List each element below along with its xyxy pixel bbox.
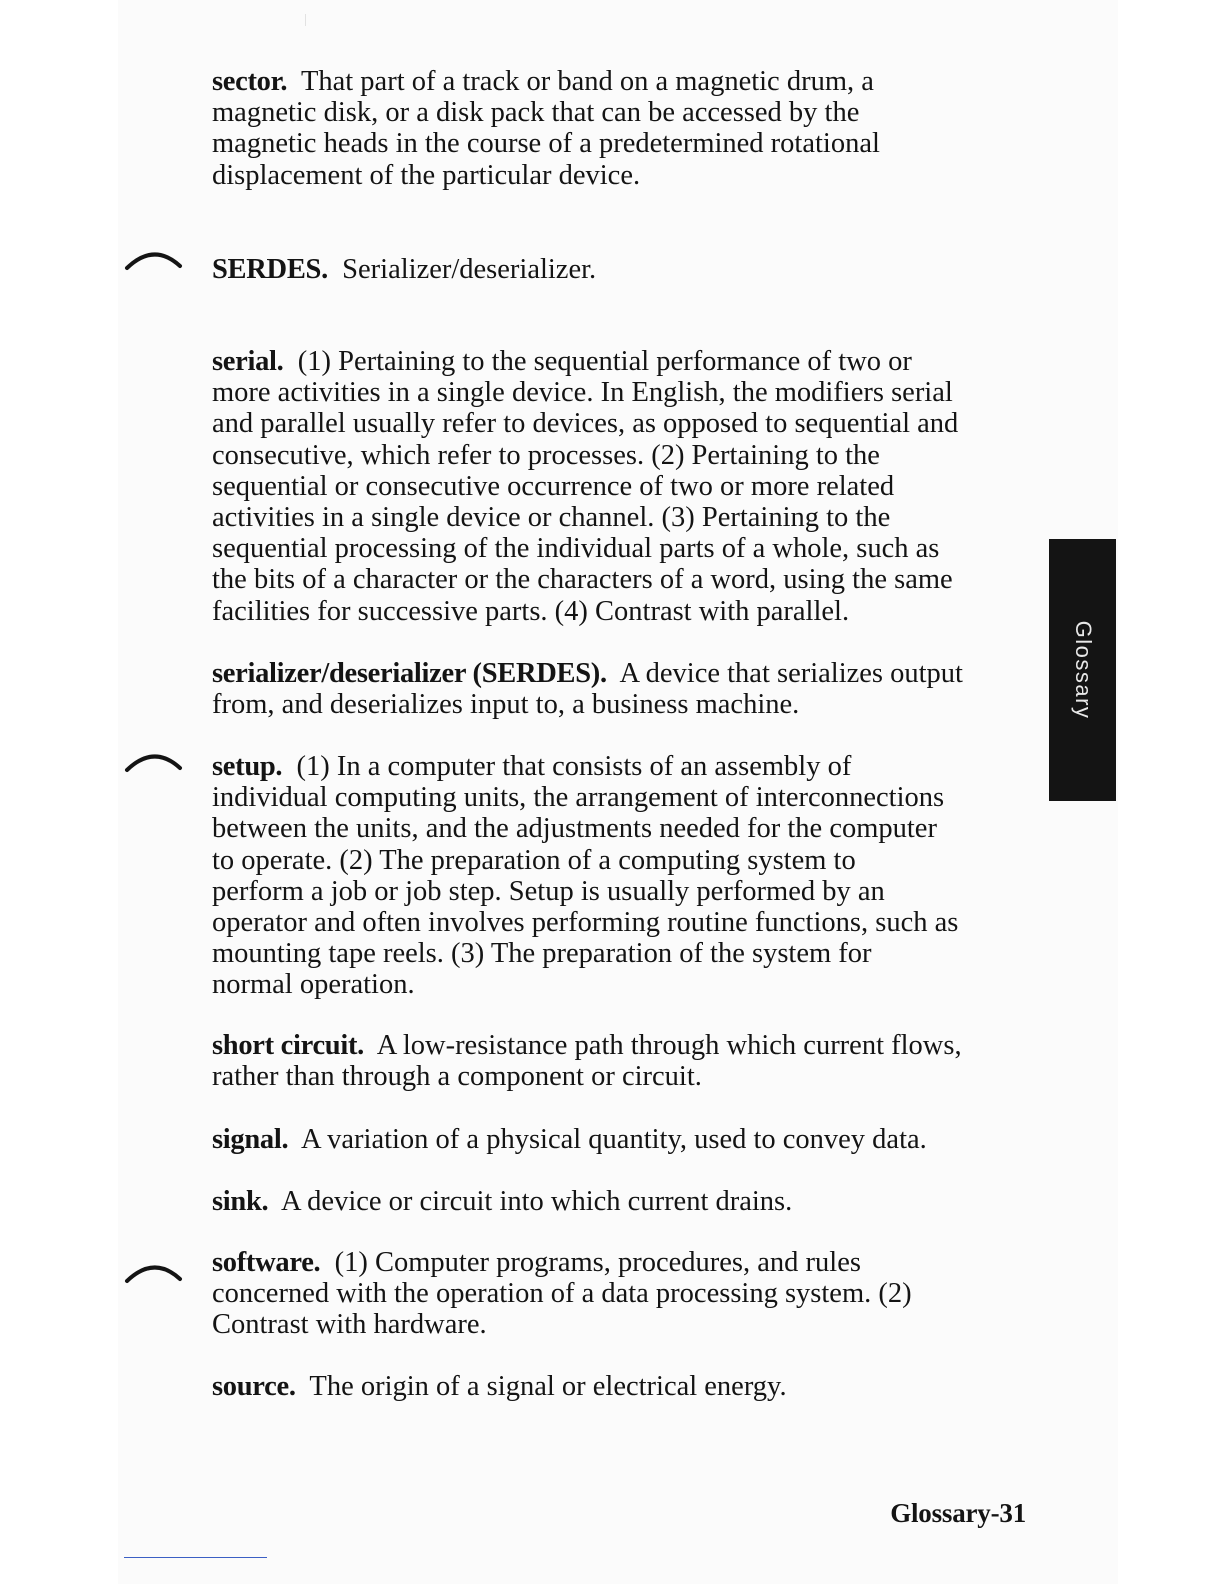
entry-text: The origin of a signal or electrical energy.: [309, 1371, 787, 1402]
entry-term: SERDES.: [212, 254, 328, 285]
page-number: Glossary-31: [890, 1498, 1026, 1528]
entry-line: more activities in a single device. In English, the modifiers serial: [212, 377, 953, 409]
entry-text: That part of a track or band on a magnetic drum, a: [300, 66, 874, 97]
glossary-entry-serializer-deserializer: [212, 658, 1032, 720]
entry-first-line: [212, 66, 1032, 97]
footer-rule: [124, 1557, 267, 1558]
entry-term: serializer/deserializer (SERDES).: [212, 658, 607, 689]
entry-text: A low-resistance path through which current flows,: [376, 1030, 962, 1061]
entry-first-line: [212, 751, 1032, 782]
entry-term: software.: [212, 1247, 321, 1278]
entry-line: and parallel usually refer to devices, as opposed to sequential and: [212, 408, 959, 440]
entry-line: activities in a single device or channel. (3) Pertaining to the: [212, 502, 891, 534]
entry-line: sequential or consecutive occurrence of two or more related: [212, 470, 895, 502]
glossary-section-tab: [1049, 539, 1116, 801]
entry-line: magnetic heads in the course of a predetermined rotational: [212, 128, 880, 160]
entry-line: normal operation.: [212, 969, 415, 1001]
glossary-entry-signal: [212, 1124, 1032, 1155]
entry-line: the bits of a character or the characters of a word, using the same: [212, 564, 953, 596]
entry-first-line: [212, 658, 1032, 689]
entry-text: Serializer/deserializer.: [342, 254, 597, 285]
glossary-entry-short-circuit: [212, 1030, 1032, 1092]
entry-line: rather than through a component or circuit.: [212, 1061, 702, 1093]
entry-line: Contrast with hardware.: [212, 1309, 487, 1341]
entry-text: (1) In a computer that consists of an assembly of: [296, 751, 852, 782]
entry-term: setup.: [212, 751, 283, 782]
punch-hole-mark: [124, 748, 186, 782]
entry-first-line: [212, 1030, 1032, 1061]
entry-text: A variation of a physical quantity, used to convey data.: [301, 1124, 927, 1155]
entry-line: from, and deserializes input to, a business machine.: [212, 689, 800, 721]
entry-text: (1) Computer programs, procedures, and rules: [334, 1247, 861, 1278]
glossary-entry-sector: [212, 66, 1032, 191]
entry-term: sink.: [212, 1186, 269, 1217]
entry-term: sector.: [212, 66, 288, 97]
entry-first-line: [212, 346, 1032, 377]
glossary-entry-setup: [212, 751, 1032, 1001]
entry-text: A device or circuit into which current drains.: [281, 1186, 793, 1217]
glossary-entry-source: [212, 1371, 1032, 1402]
entry-term: source.: [212, 1371, 296, 1402]
punch-hole-mark: [124, 1259, 186, 1293]
entry-first-line: [212, 1186, 1032, 1217]
punch-hole-mark: [124, 246, 186, 280]
entry-term: short circuit.: [212, 1030, 364, 1061]
entry-first-line: [212, 254, 1032, 285]
glossary-entry-serial: [212, 346, 1032, 627]
glossary-entry-sink: [212, 1186, 1032, 1217]
entry-term: signal.: [212, 1124, 289, 1155]
entry-line: facilities for successive parts. (4) Contrast with parallel.: [212, 595, 850, 627]
entry-line: individual computing units, the arrangement of interconnections: [212, 782, 945, 814]
entry-line: perform a job or job step. Setup is usually performed by an: [212, 875, 885, 907]
entry-line: displacement of the particular device.: [212, 159, 641, 191]
section-tab-label: Glossary: [1070, 620, 1096, 720]
entry-text: (1) Pertaining to the sequential performance of two or: [297, 346, 912, 377]
entry-line: consecutive, which refer to processes. (2) Pertaining to the: [212, 439, 880, 471]
entry-term: serial.: [212, 346, 284, 377]
entry-line: magnetic disk, or a disk pack that can be accessed by the: [212, 97, 860, 129]
glossary-entry-serdes: [212, 254, 1032, 285]
entry-line: between the units, and the adjustments needed for the computer: [212, 813, 937, 845]
entry-text: A device that serializes output: [619, 658, 963, 689]
entry-line: operator and often involves performing routine functions, such as: [212, 907, 959, 939]
entry-line: to operate. (2) The preparation of a computing system to: [212, 844, 856, 876]
entry-line: mounting tape reels. (3) The preparation of the system for: [212, 938, 872, 970]
entry-first-line: [212, 1247, 1032, 1278]
entry-line: sequential processing of the individual parts of a whole, such as: [212, 533, 940, 565]
glossary-entry-software: [212, 1247, 1032, 1341]
scan-mark: [305, 14, 306, 26]
entry-line: concerned with the operation of a data processing system. (2): [212, 1278, 912, 1310]
entry-first-line: [212, 1124, 1032, 1155]
entry-first-line: [212, 1371, 1032, 1402]
